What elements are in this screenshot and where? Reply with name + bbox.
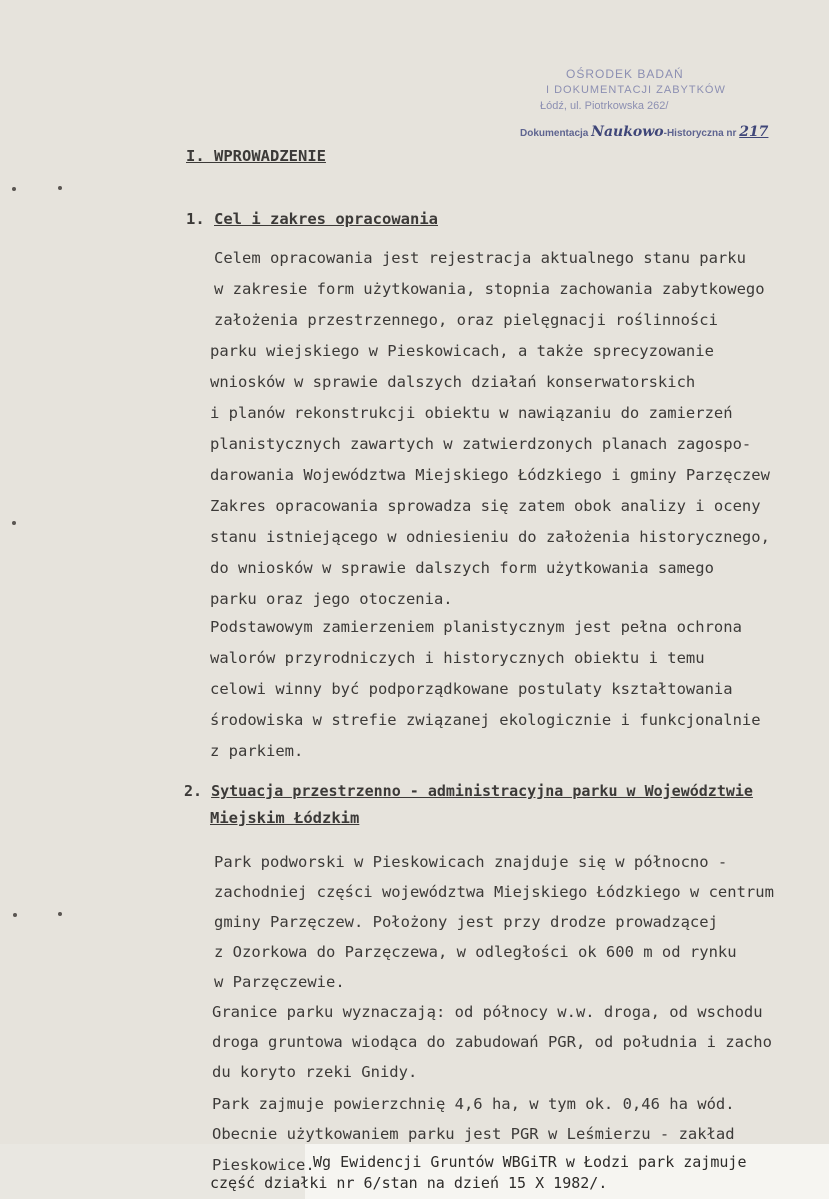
stamp-line-2: I DOKUMENTACJI ZABYTKÓW xyxy=(546,84,726,96)
pasted-line-2: część działki nr 6/stan na dzień 15 X 1982/. xyxy=(210,1174,608,1192)
body-line: w Parzęczewie. xyxy=(214,973,345,991)
punch-hole xyxy=(12,187,16,191)
section-2-heading xyxy=(184,781,753,801)
body-line: z parkiem. xyxy=(210,742,304,760)
body-line: du koryto rzeki Gnidy. xyxy=(212,1063,418,1081)
section-1-heading xyxy=(186,209,438,229)
body-line: wniosków w sprawie dalszych działań konserwatorskich xyxy=(210,373,696,391)
pasted-line-1: Wg Ewidencji Gruntów WBGiTR w Łodzi park zajmuje xyxy=(313,1153,747,1171)
body-line: gminy Parzęczew. Położony jest przy drodze prowadzącej xyxy=(214,913,718,931)
body-line: walorów przyrodniczych i historycznych obiektu i temu xyxy=(210,649,705,667)
punch-hole xyxy=(58,912,62,916)
body-line: celowi winny być podporządkowane postulaty kształtowania xyxy=(210,680,733,698)
body-line: Park zajmuje powierzchnię 4,6 ha, w tym ok. 0,46 ha wód. xyxy=(212,1095,735,1113)
punch-hole xyxy=(12,521,16,525)
body-line: Zakres opracowania sprowadza się zatem obok analizy i oceny xyxy=(210,497,761,515)
body-line: darowania Województwa Miejskiego Łódzkiego i gminy Parzęczew xyxy=(210,466,770,484)
stamp-handwritten: Naukowo xyxy=(591,124,664,140)
body-line: parku wiejskiego w Pieskowicach, a także sprecyzowanie xyxy=(210,342,714,360)
punch-hole xyxy=(13,913,17,917)
body-line: środowiska w strefie związanej ekologicznie i funkcjonalnie xyxy=(210,711,761,729)
section-2-title-line-2: Miejskim Łódzkim xyxy=(210,809,360,827)
section-1-title: Cel i zakres opracowania xyxy=(214,210,438,228)
stamp-prefix: Dokumentacja xyxy=(520,128,589,139)
section-1-number: 1. xyxy=(186,210,205,228)
body-line: parku oraz jego otoczenia. xyxy=(210,590,453,608)
body-line: planistycznych zawartych w zatwierdzonych planach zagospo- xyxy=(210,435,752,453)
stamp-suffix: -Historyczna nr xyxy=(663,128,737,139)
body-line: i planów rekonstrukcji obiektu w nawiązaniu do zamierzeń xyxy=(210,404,733,422)
body-line: Podstawowym zamierzeniem planistycznym jest pełna ochrona xyxy=(210,618,742,636)
body-line: założenia przestrzennego, oraz pielęgnacji roślinności xyxy=(214,311,718,329)
punch-hole xyxy=(58,186,62,190)
stamp-line-3: Łódź, ul. Piotrkowska 262/ xyxy=(540,100,669,112)
body-line: Celem opracowania jest rejestracja aktualnego stanu parku xyxy=(214,249,746,267)
body-line: z Ozorkowa do Parzęczewa, w odległości ok 600 m od rynku xyxy=(214,943,737,961)
body-line: Park podworski w Pieskowicach znajduje się w północno - xyxy=(214,853,728,871)
stamp-line-1: OŚRODEK BADAŃ xyxy=(566,67,684,81)
section-2-title-line-1: Sytuacja przestrzenno - administracyjna parku w Województwie xyxy=(211,782,753,800)
body-line: w zakresie form użytkowania, stopnia zachowania zabytkowego xyxy=(214,280,765,298)
body-line: do wniosków w sprawie dalszych form użytkowania samego xyxy=(210,559,714,577)
body-line: droga gruntowa wiodąca do zabudowań PGR, od południa i zacho xyxy=(212,1033,772,1051)
body-line: Pieskowice. xyxy=(212,1156,315,1174)
body-line: zachodniej części województwa Miejskiego Łódzkiego w centrum xyxy=(214,883,774,901)
institution-stamp xyxy=(518,62,768,152)
body-line: Obecnie użytkowaniem parku jest PGR w Leśmierzu - zakład xyxy=(212,1125,735,1143)
body-line: stanu istniejącego w odniesieniu do założenia historycznego, xyxy=(210,528,770,546)
stamp-document-number xyxy=(520,124,768,142)
stamp-number: 217 xyxy=(739,124,769,140)
section-2-number: 2. xyxy=(184,782,203,800)
body-line: Granice parku wyznaczają: od północy w.w. droga, od wschodu xyxy=(212,1003,763,1021)
main-heading: I. WPROWADZENIE xyxy=(186,147,326,165)
